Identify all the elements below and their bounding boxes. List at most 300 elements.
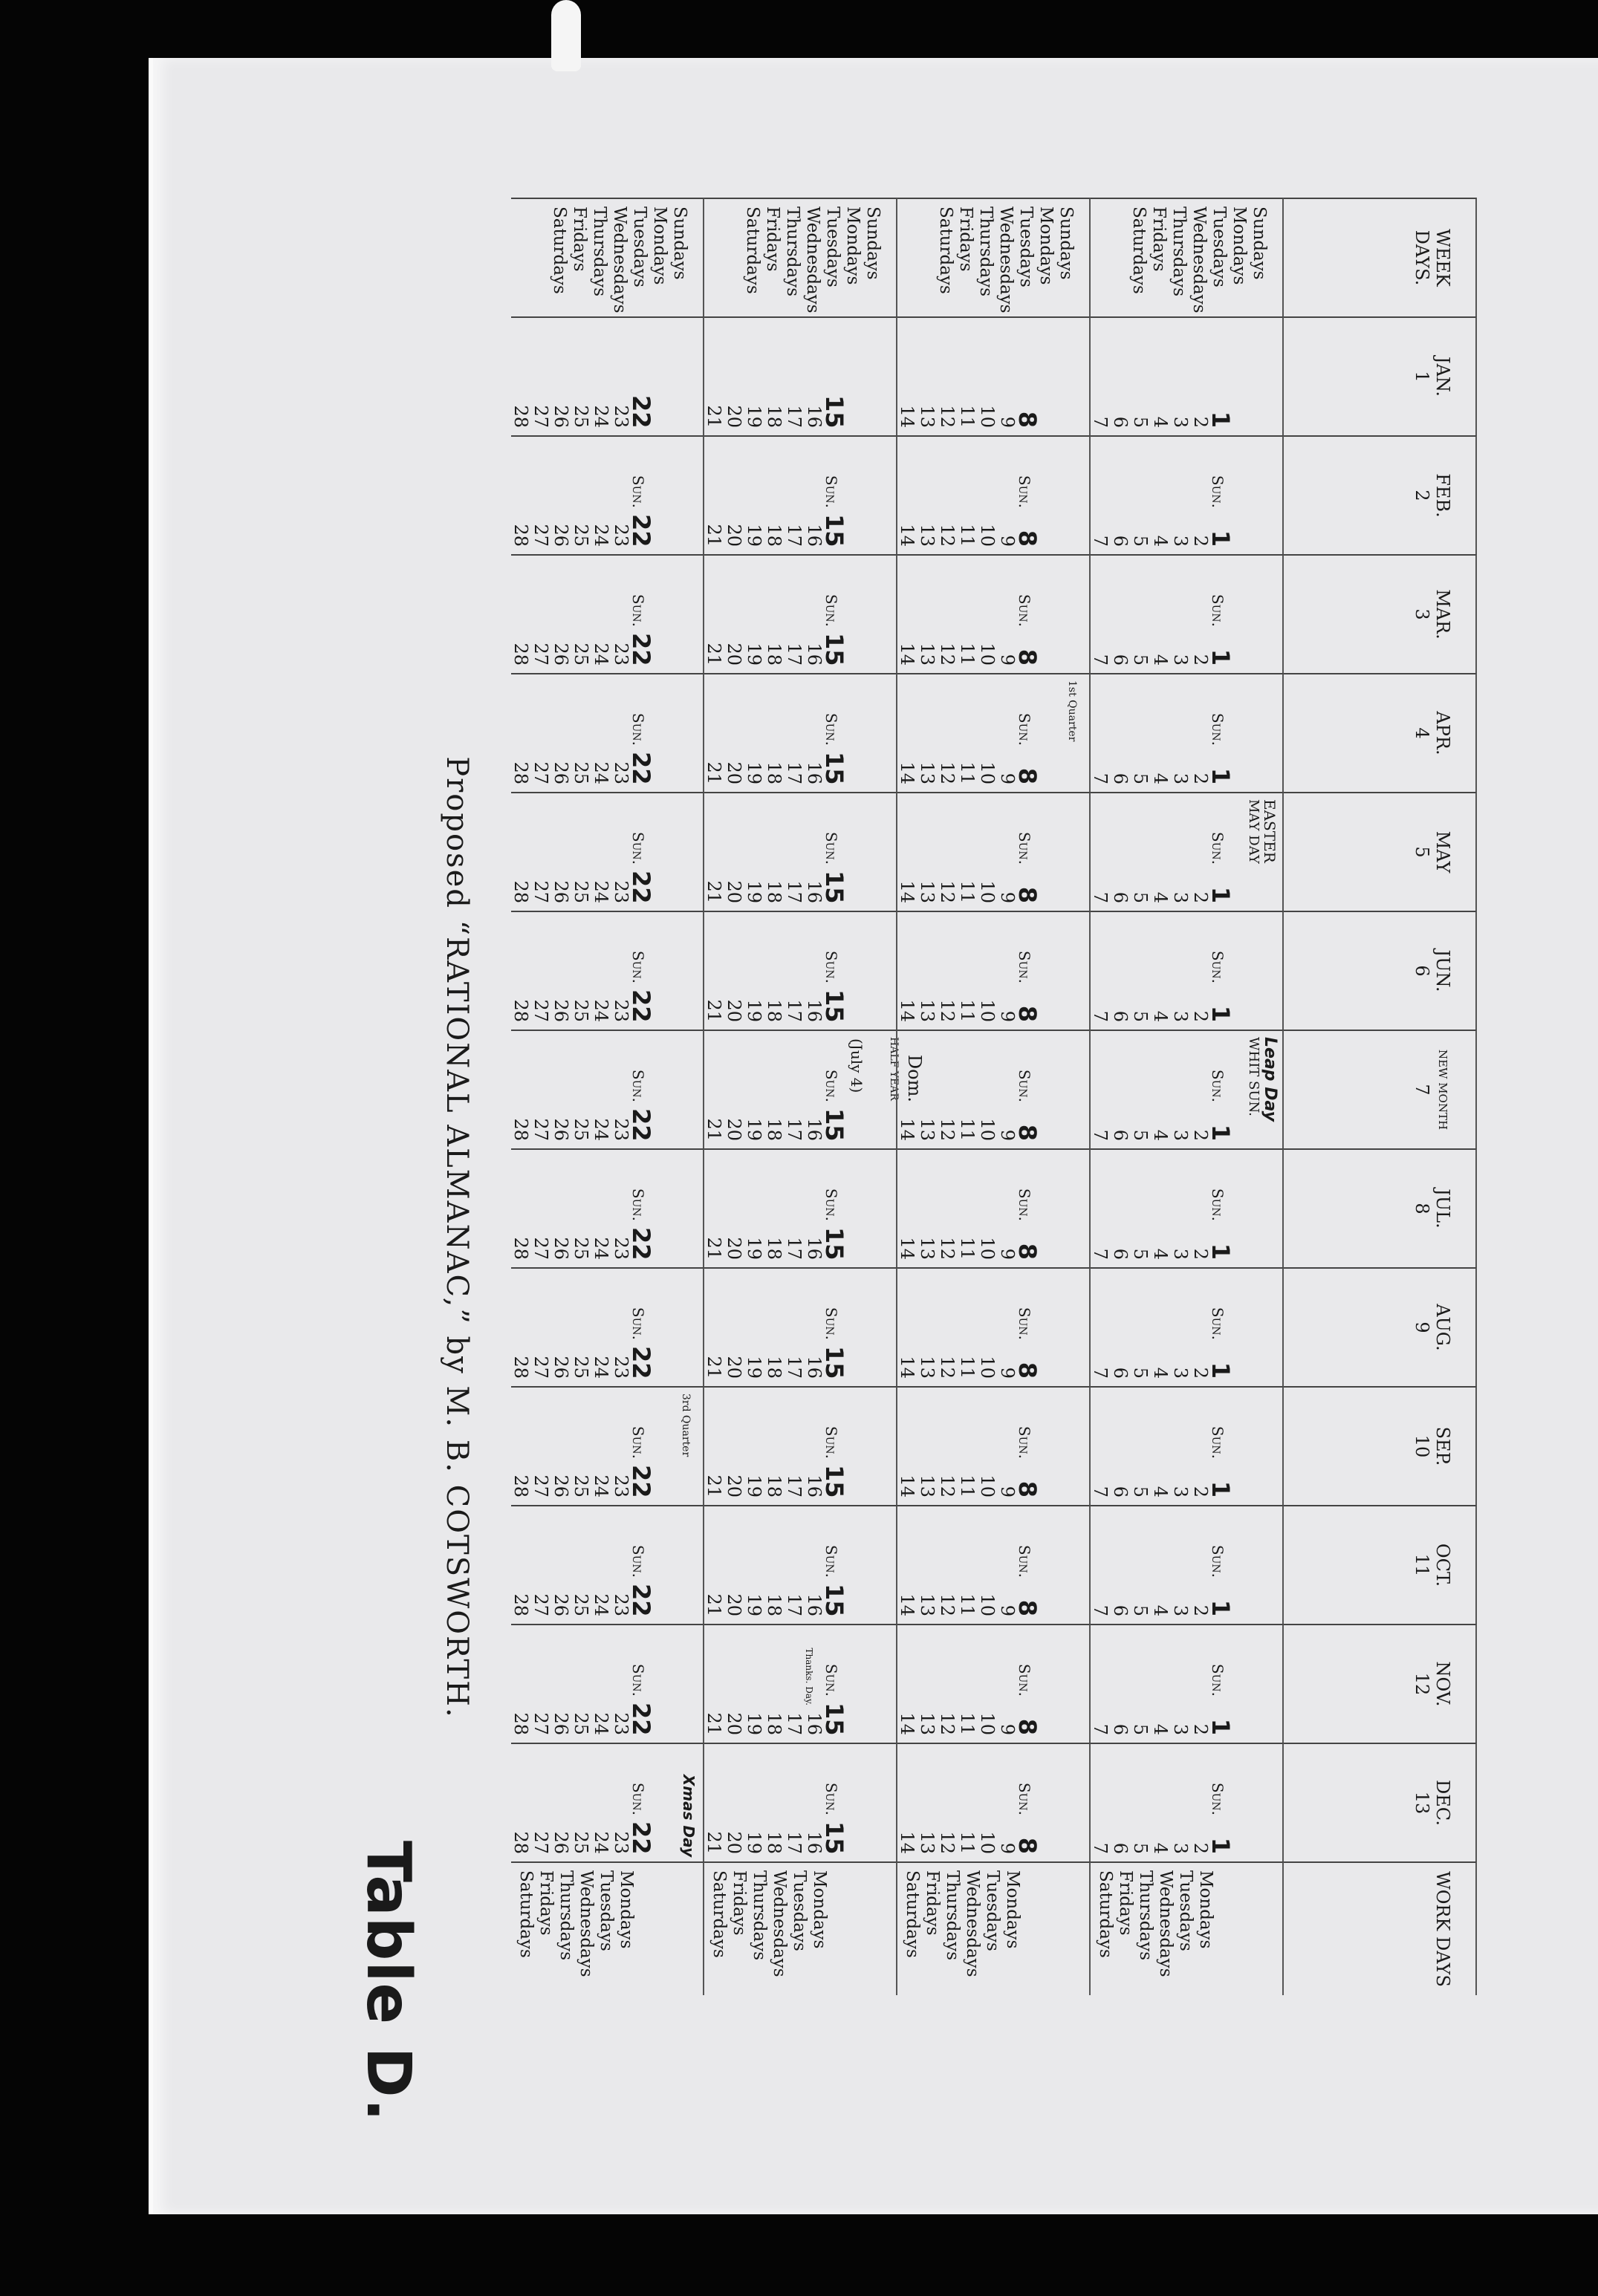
month-week-cell	[897, 1267, 1091, 1386]
day-row	[530, 1157, 550, 1260]
day-row	[611, 920, 631, 1022]
week-day-name: Tuesdays	[1016, 206, 1036, 287]
day-row	[1206, 920, 1235, 1022]
day-row	[1090, 1633, 1110, 1735]
day-number: 27	[530, 1593, 551, 1616]
day-row	[784, 444, 804, 547]
day-number: 4	[1150, 1248, 1171, 1260]
day-row	[784, 1157, 804, 1260]
day-row	[550, 1395, 571, 1497]
header-month-11	[1284, 1505, 1477, 1624]
day-row	[550, 1157, 571, 1260]
day-row	[957, 801, 977, 903]
day-number: 11	[957, 1118, 978, 1141]
day-row	[1150, 1157, 1170, 1260]
day-number: 25	[571, 1118, 591, 1141]
day-row	[1190, 325, 1210, 428]
day-row	[550, 1752, 571, 1854]
day-row	[627, 1276, 655, 1379]
day-number: 4	[1150, 891, 1171, 903]
day-number: 15	[820, 1703, 848, 1736]
month-number: 10	[1412, 1434, 1432, 1458]
day-number: 12	[937, 524, 958, 547]
day-row	[937, 1276, 957, 1379]
day-number: 1	[1206, 1480, 1235, 1497]
day-row	[804, 1276, 824, 1379]
month-week-cell	[704, 1386, 897, 1505]
day-row	[820, 682, 848, 785]
day-number: 1	[1206, 1718, 1235, 1735]
day-row	[957, 1514, 977, 1616]
day-number: 2	[1190, 891, 1211, 903]
day-row	[627, 1514, 655, 1617]
day-row	[550, 1514, 571, 1616]
day-row	[1013, 682, 1042, 784]
day-number: 12	[937, 1712, 958, 1735]
day-number: 7	[1090, 1842, 1111, 1854]
day-row	[764, 1038, 784, 1141]
day-row	[1170, 1752, 1190, 1854]
day-number: 16	[804, 1118, 825, 1141]
day-number: 3	[1170, 654, 1191, 666]
almanac-grid	[511, 198, 1477, 1995]
day-row	[530, 1276, 550, 1379]
week-day-names	[897, 198, 1091, 316]
day-number: 11	[957, 524, 978, 547]
day-number: 7	[1090, 1604, 1111, 1616]
day-row	[510, 325, 530, 428]
day-number: 24	[591, 1474, 611, 1497]
day-row	[820, 1276, 848, 1379]
day-row	[704, 1633, 724, 1735]
day-number: 16	[804, 1831, 825, 1854]
day-row	[977, 1395, 997, 1497]
day-row	[957, 325, 977, 428]
day-row	[1130, 1276, 1150, 1379]
month-week-cell	[704, 1148, 897, 1267]
day-row	[611, 325, 631, 428]
week-day-name: Sundays	[863, 206, 883, 280]
day-number: 18	[764, 1474, 785, 1497]
day-row	[1170, 682, 1190, 784]
day-number: 13	[917, 1712, 938, 1735]
day-number: 13	[917, 1356, 938, 1379]
day-row	[897, 563, 917, 666]
day-row	[784, 801, 804, 903]
day-row	[820, 920, 848, 1023]
day-row	[937, 682, 957, 784]
day-number: 23	[611, 1593, 631, 1616]
week-day-name: Thursdays	[1169, 206, 1189, 296]
day-number: 7	[1090, 1486, 1111, 1497]
month-week-cell	[1091, 435, 1284, 554]
day-number: 2	[1190, 654, 1211, 666]
sunday-label: Sun.	[1209, 712, 1227, 746]
day-number: 17	[784, 1474, 805, 1497]
day-number: 14	[897, 1712, 917, 1735]
day-number: 18	[764, 999, 785, 1022]
day-number: 22	[627, 871, 655, 904]
work-day-name: Saturdays	[709, 1870, 729, 1958]
day-number: 27	[530, 643, 551, 666]
day-row	[550, 1038, 571, 1141]
day-row	[917, 325, 937, 428]
day-number: 14	[897, 1474, 917, 1497]
day-row	[997, 1752, 1017, 1854]
sunday-label: Sun.	[822, 1425, 840, 1459]
day-number: 26	[550, 1356, 571, 1379]
day-row	[1170, 1395, 1190, 1497]
day-row	[591, 1395, 611, 1497]
day-number: 16	[804, 1356, 825, 1379]
month-week-cell	[704, 1267, 897, 1386]
day-row	[977, 801, 997, 903]
day-number: 11	[957, 1237, 978, 1260]
day-number: 11	[957, 1474, 978, 1497]
day-number: 18	[764, 643, 785, 666]
month-week-cell	[511, 1386, 704, 1505]
day-row	[1110, 1752, 1130, 1854]
day-row	[530, 920, 550, 1022]
work-day-name: Saturdays	[516, 1870, 536, 1958]
day-number: 10	[977, 1831, 998, 1854]
day-number: 10	[977, 1712, 998, 1735]
header-month-10	[1284, 1386, 1477, 1505]
month-week-cell	[511, 1030, 704, 1148]
day-row	[1170, 1633, 1190, 1735]
day-number: 28	[510, 524, 531, 547]
day-row	[997, 563, 1017, 666]
day-row	[917, 920, 937, 1022]
day-number: 8	[1013, 1243, 1042, 1260]
day-row	[764, 1514, 784, 1616]
day-row	[510, 920, 530, 1022]
day-number: 3	[1170, 1248, 1191, 1260]
day-number: 27	[530, 880, 551, 903]
day-row	[550, 801, 571, 903]
header-month-9	[1284, 1267, 1477, 1386]
day-row	[1150, 1752, 1170, 1854]
day-row	[591, 920, 611, 1022]
day-number: 1	[1206, 767, 1235, 784]
day-row	[1170, 801, 1190, 903]
work-day-name: Mondays	[1196, 1870, 1215, 1949]
day-row	[510, 1395, 530, 1497]
day-row	[1170, 444, 1190, 547]
day-number: 15	[820, 752, 848, 785]
day-row	[744, 1395, 764, 1497]
header-month-3	[1284, 554, 1477, 673]
day-row	[784, 325, 804, 428]
day-number: 1	[1206, 1124, 1235, 1141]
day-number: 10	[977, 1356, 998, 1379]
day-number: 3	[1170, 773, 1191, 784]
month-week-cell	[1091, 1743, 1284, 1861]
work-day-name: Wednesdays	[576, 1870, 596, 1977]
month-name: DEC.	[1432, 1780, 1453, 1826]
day-row	[764, 1276, 784, 1379]
day-row	[591, 1633, 611, 1735]
day-row	[804, 801, 824, 903]
day-row	[530, 1633, 550, 1735]
day-row	[571, 1157, 591, 1260]
month-name: JUN.	[1432, 949, 1453, 992]
day-row	[1130, 920, 1150, 1022]
day-number: 22	[627, 989, 655, 1023]
month-week-cell	[511, 673, 704, 792]
day-number: 1	[1206, 411, 1235, 428]
month-number: 9	[1412, 1321, 1432, 1333]
week-day-name: Fridays	[956, 206, 975, 272]
day-row	[571, 682, 591, 784]
week-day-name: Thursdays	[590, 206, 609, 296]
day-number: 6	[1110, 1842, 1131, 1854]
work-day-name: Fridays	[536, 1870, 556, 1936]
day-row	[1170, 325, 1190, 428]
sunday-label: Sun.	[1016, 593, 1033, 627]
day-row	[550, 563, 571, 666]
day-row	[977, 1157, 997, 1260]
day-row	[550, 682, 571, 784]
day-number: 19	[744, 880, 764, 903]
day-number: 20	[724, 761, 744, 784]
day-number: 14	[897, 999, 917, 1022]
day-number: 19	[744, 1356, 764, 1379]
day-number: 6	[1110, 1010, 1131, 1022]
day-number: 28	[510, 1118, 531, 1141]
day-number: 15	[820, 1584, 848, 1617]
day-row	[1130, 1038, 1150, 1141]
day-row	[1170, 1038, 1190, 1141]
day-number: 10	[977, 999, 998, 1022]
day-row	[1013, 1752, 1042, 1854]
day-number: 18	[764, 1593, 785, 1616]
day-row	[937, 1038, 957, 1141]
day-row	[764, 1633, 784, 1735]
day-row	[1090, 801, 1110, 903]
day-row	[997, 682, 1017, 784]
day-number: 6	[1110, 1367, 1131, 1379]
sunday-label: Sun.	[822, 1188, 840, 1221]
day-row	[704, 682, 724, 784]
day-number: 8	[1013, 1837, 1042, 1854]
header-month-1	[1284, 316, 1477, 435]
month-week-cell	[704, 1030, 897, 1148]
month-name: NEW MONTH	[1436, 1049, 1449, 1131]
day-number: 25	[571, 405, 591, 428]
day-number: 28	[510, 1593, 531, 1616]
day-number: 16	[804, 1474, 825, 1497]
month-week-cell	[511, 1624, 704, 1743]
day-number: 19	[744, 643, 764, 666]
day-row	[1150, 920, 1170, 1022]
day-row	[937, 1633, 957, 1735]
day-row	[1170, 563, 1190, 666]
week-day-name: Tuesdays	[1209, 206, 1229, 287]
day-number: 7	[1090, 654, 1111, 666]
sunday-label: Sun.	[1016, 1425, 1033, 1459]
day-number: 24	[591, 1593, 611, 1616]
day-number: 28	[510, 1474, 531, 1497]
day-row	[1206, 325, 1235, 428]
day-row	[744, 920, 764, 1022]
month-week-cell	[511, 316, 704, 435]
day-number: 26	[550, 1593, 571, 1616]
day-number: 18	[764, 880, 785, 903]
day-number: 14	[897, 1237, 917, 1260]
day-number: 16	[804, 524, 825, 547]
day-row	[530, 682, 550, 784]
day-row	[1190, 1633, 1210, 1735]
day-number: 7	[1090, 891, 1111, 903]
day-row	[1150, 1276, 1170, 1379]
day-number: 1	[1206, 1837, 1235, 1854]
day-row	[510, 1157, 530, 1260]
day-row	[977, 920, 997, 1022]
day-row	[937, 1395, 957, 1497]
month-week-cell	[1091, 673, 1284, 792]
month-week-cell	[1091, 554, 1284, 673]
day-number: 27	[530, 999, 551, 1022]
day-row	[1206, 444, 1235, 547]
day-number: 15	[820, 395, 848, 429]
day-row	[764, 1752, 784, 1854]
day-number: 5	[1130, 416, 1151, 428]
day-row	[917, 1752, 937, 1854]
day-row	[1013, 801, 1042, 903]
day-number: 6	[1110, 1486, 1131, 1497]
day-number: 9	[997, 1486, 1018, 1497]
day-number: 16	[804, 405, 825, 428]
day-row	[1110, 563, 1130, 666]
day-row	[957, 1633, 977, 1735]
day-number: 9	[997, 1367, 1018, 1379]
day-number: 1	[1206, 1599, 1235, 1616]
day-row	[510, 1752, 530, 1854]
day-row	[997, 1157, 1017, 1260]
thanks-day-note: Thanks. Day.	[804, 1648, 814, 1705]
month-week-cell	[1091, 1624, 1284, 1743]
month-number: 5	[1412, 846, 1432, 858]
day-row	[1110, 801, 1130, 903]
day-number: 8	[1013, 886, 1042, 903]
day-number: 24	[591, 643, 611, 666]
day-row	[1090, 682, 1110, 784]
week-day-name: Mondays	[1036, 206, 1056, 285]
day-row	[804, 1752, 824, 1854]
day-row	[744, 1633, 764, 1735]
sunday-label: Sun.	[629, 1663, 647, 1697]
day-row	[764, 1395, 784, 1497]
day-row	[724, 1633, 744, 1735]
sunday-label: Sun.	[822, 475, 840, 508]
day-row	[744, 444, 764, 547]
day-number: 24	[591, 1237, 611, 1260]
day-row	[530, 1752, 550, 1854]
header-month-6	[1284, 911, 1477, 1030]
day-number: 17	[784, 1593, 805, 1616]
day-row	[897, 325, 917, 428]
day-number: 27	[530, 524, 551, 547]
day-number: 24	[591, 1356, 611, 1379]
day-number: 8	[1013, 1005, 1042, 1022]
day-row	[957, 1157, 977, 1260]
day-row	[627, 1633, 655, 1736]
day-row	[611, 1038, 631, 1141]
day-number: 13	[917, 761, 938, 784]
week-day-name: Sundays	[1250, 206, 1269, 280]
day-number: 12	[937, 880, 958, 903]
header-month-7	[1284, 1030, 1477, 1148]
month-week-cell	[897, 911, 1091, 1030]
day-number: 25	[571, 999, 591, 1022]
day-number: 25	[571, 880, 591, 903]
header-month-2	[1284, 435, 1477, 554]
month-week-cell	[897, 1148, 1091, 1267]
day-row	[704, 1276, 724, 1379]
day-row	[820, 1395, 848, 1498]
month-week-cell	[1091, 316, 1284, 435]
day-number: 5	[1130, 535, 1151, 547]
day-row	[957, 920, 977, 1022]
day-row	[744, 1038, 764, 1141]
day-row	[1150, 325, 1170, 428]
month-name: FEB.	[1432, 473, 1453, 518]
day-number: 21	[704, 1831, 724, 1854]
day-row	[1110, 325, 1130, 428]
day-row	[627, 325, 655, 429]
day-number: 10	[977, 1474, 998, 1497]
day-number: 11	[957, 880, 978, 903]
day-number: 27	[530, 1356, 551, 1379]
day-number: 27	[530, 1237, 551, 1260]
day-number: 26	[550, 880, 571, 903]
day-row	[1190, 801, 1210, 903]
month-week-cell	[511, 792, 704, 911]
sunday-label: Sun.	[1209, 1069, 1227, 1102]
month-week-cell	[511, 1505, 704, 1624]
day-number: 7	[1090, 535, 1111, 547]
may-day-label: MAY DAY	[1246, 799, 1261, 864]
day-number: 13	[917, 1593, 938, 1616]
header-month-12	[1284, 1624, 1477, 1743]
day-row	[627, 682, 655, 785]
day-row	[1190, 1038, 1210, 1141]
day-number: 6	[1110, 1723, 1131, 1735]
day-row	[997, 444, 1017, 547]
month-number: 6	[1412, 965, 1432, 977]
day-number: 20	[724, 1237, 744, 1260]
dom-note: Dom.	[904, 1054, 925, 1102]
sunday-label: Sun.	[1209, 1307, 1227, 1340]
day-number: 11	[957, 1831, 978, 1854]
day-row	[804, 920, 824, 1022]
sunday-label: Sun.	[629, 1069, 647, 1102]
work-day-name: Saturdays	[903, 1870, 922, 1958]
day-number: 10	[977, 1237, 998, 1260]
day-number: 11	[957, 643, 978, 666]
day-row	[784, 1514, 804, 1616]
day-number: 5	[1130, 773, 1151, 784]
month-week-cell	[897, 1505, 1091, 1624]
day-number: 11	[957, 1593, 978, 1616]
month-name: MAY	[1432, 830, 1453, 874]
day-row	[510, 563, 530, 666]
day-number: 2	[1190, 1367, 1211, 1379]
day-number: 1	[1206, 648, 1235, 666]
day-row	[591, 1276, 611, 1379]
day-row	[917, 1276, 937, 1379]
